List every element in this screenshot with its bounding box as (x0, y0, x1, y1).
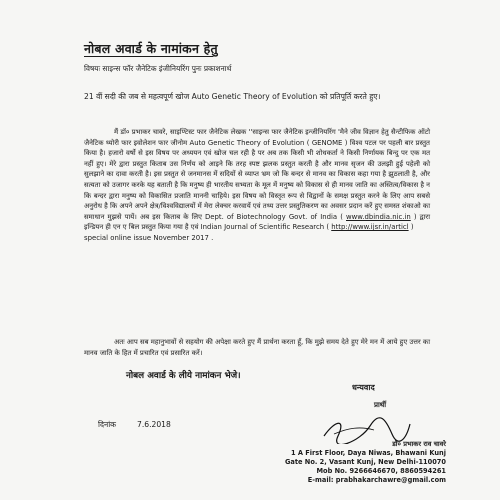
sender-name: डॉ० प्रभाकर राव चावरे (392, 440, 446, 448)
sender-address-line-2: Gate No. 2, Vasant Kunj, New Delhi-110070 (285, 458, 446, 466)
ijsr-link[interactable]: http://www.ijsr.in/articl (331, 223, 409, 232)
date-value: 7.6.2018 (137, 420, 171, 429)
letter-subject: विषयः साइन्स फॉर जैनेटिक इंजीनियरिंग पुनः प्रकाशनार्थ (84, 64, 232, 73)
nomination-line: नोबल अवार्ड के लीये नामांकन भेजे। (126, 371, 241, 381)
applicant-label: प्रार्थी (374, 401, 387, 409)
dbindia-link[interactable]: www.dbindia.nic.in (346, 212, 411, 221)
sender-mobile: Mob No. 9266646670, 8860594261 (316, 467, 446, 475)
body-mid-text: ) द्वारा इन्डियन ही एन ए बिल प्रस्तुत किया गया है एवं Indian Journal of Scientific Research ( (84, 212, 430, 232)
special-issue-text: special online issue November 2017 . (84, 233, 214, 242)
body-end-text: ) (410, 223, 414, 232)
letter-title: नोबल अवार्ड के नामांकन हेतु (84, 41, 218, 56)
letter-intro: 21 वीं सदी की जब से महत्वपूर्ण खोज Auto Genetic Theory of Evolution को प्रतिपूर्ति करते हुए। (84, 92, 381, 101)
thanks-text: धन्यवाद (352, 383, 375, 392)
letter-body (84, 127, 430, 244)
body-text: मैं डॉ० प्रभाकर चावरे, साइण्टिस्ट फार जैनेटिक लेखक ''साइन्स फार जैनेटिक इन्जीनियरिंग 'मैने जीव विज्ञान हेतु सैन्टीफिक ऑटो जैनेटिक थ्योरी फार इवोलेशन फार जीनोम Auto Genetic Theory of Evolution ( GENOME ) विश्व पटल पर पहली बार प्रस्तुत किया है। हजारो वर्षो से इस विषय पर अध्ययन एवं खोज चल रही है पर अब तक किसी भी शोधकर्ता ने किसी निर्णायक बिन्दु पर एक मत नहीं हुए। मेरे द्वारा प्रस्तुत किताब उस निर्णय को आइने कि तरह स्पष्ट झलक प्रस्तुत करती है और मानव सृजन की उलझी हुई पहेली को सुलझाने का दावा करती है। इस प्रस्तुत से जनमानस में सदियों से व्याप्त भ्रम जो कि बन्दर से मानव का विकास कहा गया है झुठलाती है, और सत्यता को उजागर करके यह बताती है कि मनुष्य ही भारतीय सभ्यता के मूल में मनुष्य को विकास से ही मानव जाति का अस्तित्व/विकास है न कि बन्दर द्वारा मनुष्य को विकासित प्रजाति माननी चाहिये। इस विषय को विस्तृत रूप से विद्वानों के समक्ष प्रस्तुत करने के लिए आप सबसे अनुरोध है कि अपने अपने क्षेत्र/विश्वविद्यालयों में मेरा लेक्चर करवायें एवं तथ्य उत्तर प्रस्तुतिकरण का अवसर प्रदान करें हुए समस्त शंकाओ का समाधान मुझसे पायें। अब इस किताब के लिए Dept. of Biotechnology Govt. of India ( (84, 128, 430, 221)
sender-details (276, 440, 446, 485)
request-paragraph: अतः आप सब महानुभावों से सहयोग की अपेक्षा करते हुए मैं प्रार्थना करता हूँ, कि मुझे समय देते हुए मेरे मन में आये हुए उत्तर का मानव जाति के हित में प्रचारित एवं प्रसारित करें। (84, 338, 430, 357)
sender-address-line-1: 1 A First Floor, Daya Niwas, Bhawani Kunj (291, 449, 446, 457)
date-label: दिनांक (98, 420, 117, 429)
sender-email[interactable]: E-mail: prabhakarchawre@gmail.com (307, 476, 446, 484)
